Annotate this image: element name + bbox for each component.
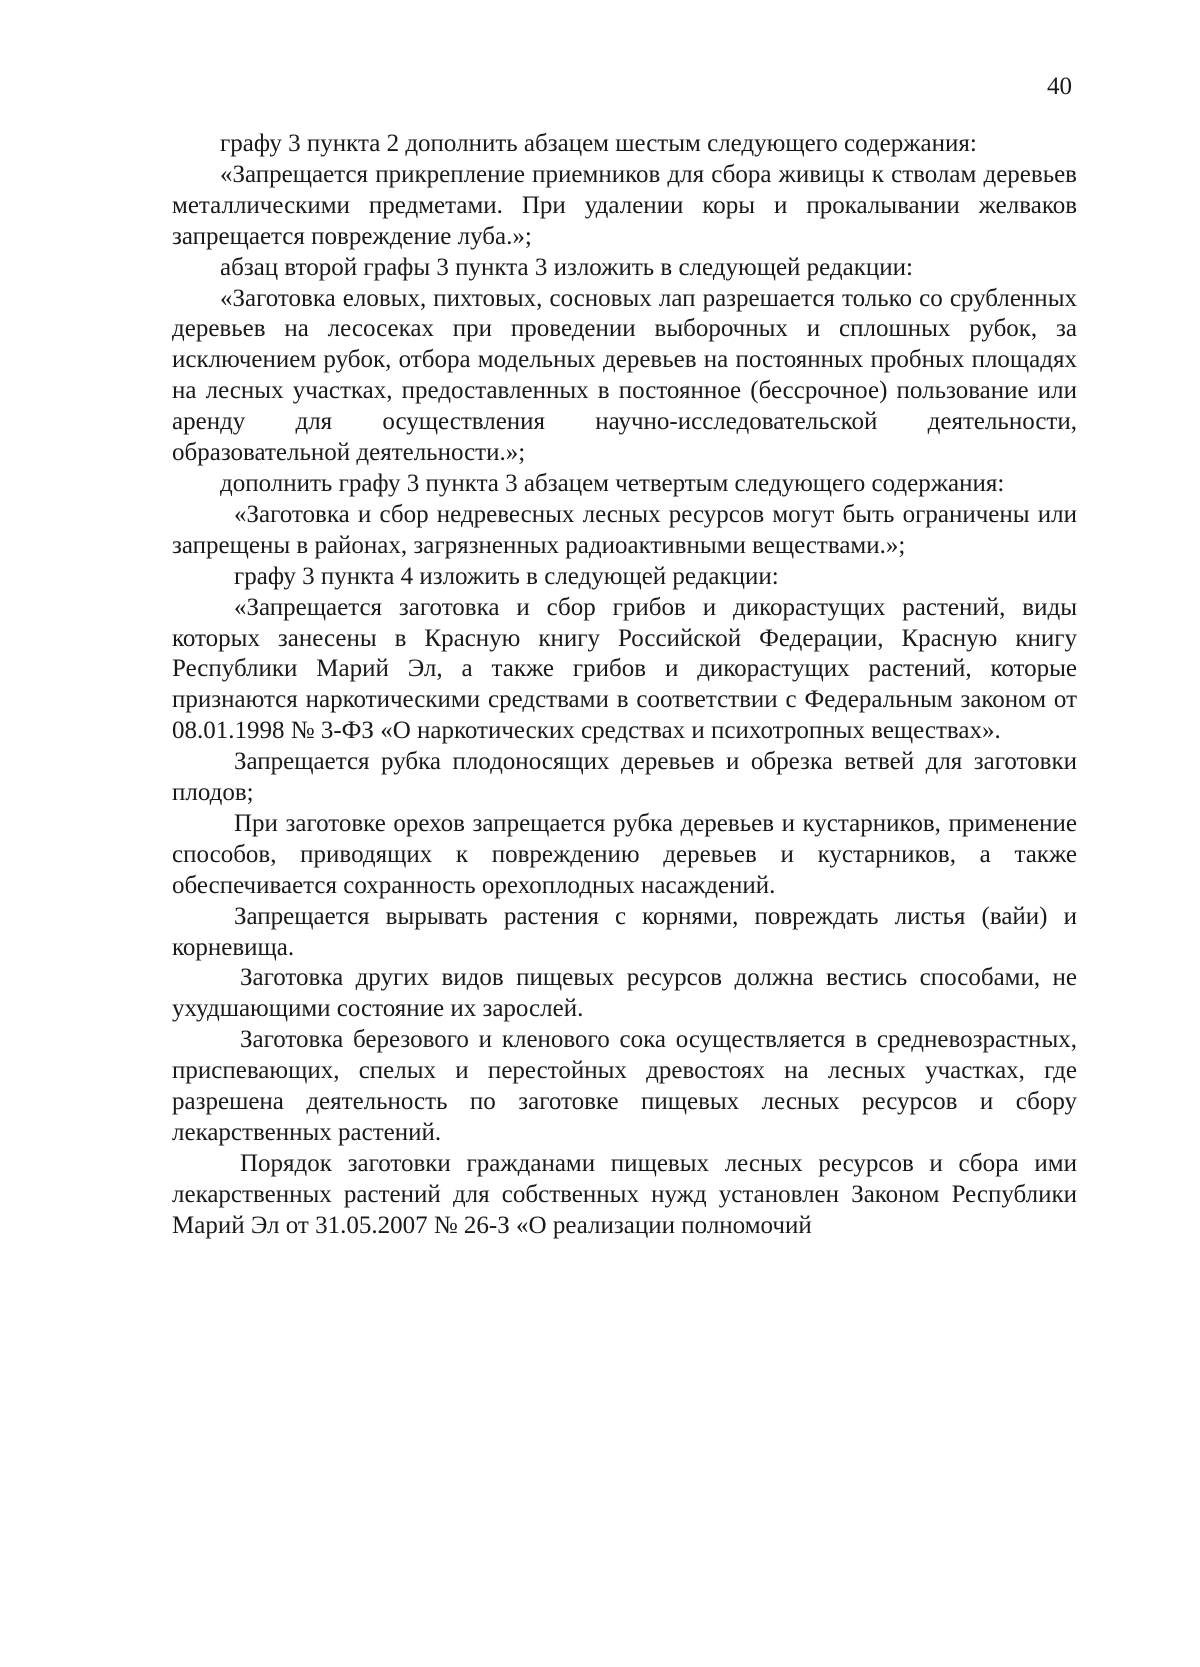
paragraph: графу 3 пункта 4 изложить в следующей редакции:: [234, 562, 779, 590]
paragraph: Запрещается вырывать растения с корнями, повреждать листья (вайи) и корневища.: [172, 902, 1077, 961]
paragraph: Заготовка березового и кленового сока осуществляется в средневозрастных, приспевающих, спелых и перестойных древостоях на лесных участках, где разрешена деятельность по заготовке пищевых лесных ресурсов и сбору лекарственных растений.: [172, 1026, 1077, 1146]
paragraph: При заготовке орехов запрещается рубка деревьев и кустарников, применение способов, приводящих к повреждению деревьев и кустарников, а также обеспечивается сохранность орехоплодных насаждений.: [172, 809, 1077, 899]
paragraph: графу 3 пункта 2 дополнить абзацем шестым следующего содержания:: [220, 130, 977, 157]
paragraph: «Заготовка еловых, пихтовых, сосновых лап разрешается только со срубленных деревьев на лесосеках при проведении выборочных и сплошных рубок, за исключением рубок, отбора модельных деревьев на постоянных пробных площадях на лесных участках, предоставленных в постоянное (бессрочное) пользование или аренду для осуществления научно-исследовательской деятельности, образовательной деятельности.»;: [172, 284, 1077, 467]
paragraph: «Запрещается прикрепление приемников для сбора живицы к стволам деревьев металлическими предметами. При удалении коры и прокалывании желваков запрещается повреждение луба.»;: [172, 160, 1077, 250]
page-number: 40: [1047, 73, 1072, 100]
paragraph: абзац второй графы 3 пункта 3 изложить в следующей редакции:: [220, 253, 913, 281]
paragraph: Заготовка других видов пищевых ресурсов должна вестись способами, не ухудшающими состояние их зарослей.: [172, 964, 1077, 1023]
paragraph: «Запрещается заготовка и сбор грибов и дикорастущих растений, виды которых занесены в Красную книгу Российской Федерации, Красную книгу Республики Марий Эл, а также грибов и дикорастущих растений, которые признаются наркотическими средствами в соответствии с Федеральным законом от 08.01.1998 № 3-ФЗ «О наркотических средствах и психотропных веществах».: [172, 593, 1077, 745]
paragraph: «Заготовка и сбор недревесных лесных ресурсов могут быть ограничены или запрещены в районах, загрязненных радиоактивными веществами.»;: [172, 500, 1077, 559]
document-body: [172, 129, 1077, 1242]
paragraph: Запрещается рубка плодоносящих деревьев и обрезка ветвей для заготовки плодов;: [172, 748, 1077, 807]
paragraph: дополнить графу 3 пункта 3 абзацем четвертым следующего содержания:: [220, 469, 1005, 497]
paragraph: Порядок заготовки гражданами пищевых лесных ресурсов и сбора ими лекарственных растений для собственных нужд установлен Законом Республики Марий Эл от 31.05.2007 № 26-З «О реализации полномочий: [172, 1149, 1077, 1239]
